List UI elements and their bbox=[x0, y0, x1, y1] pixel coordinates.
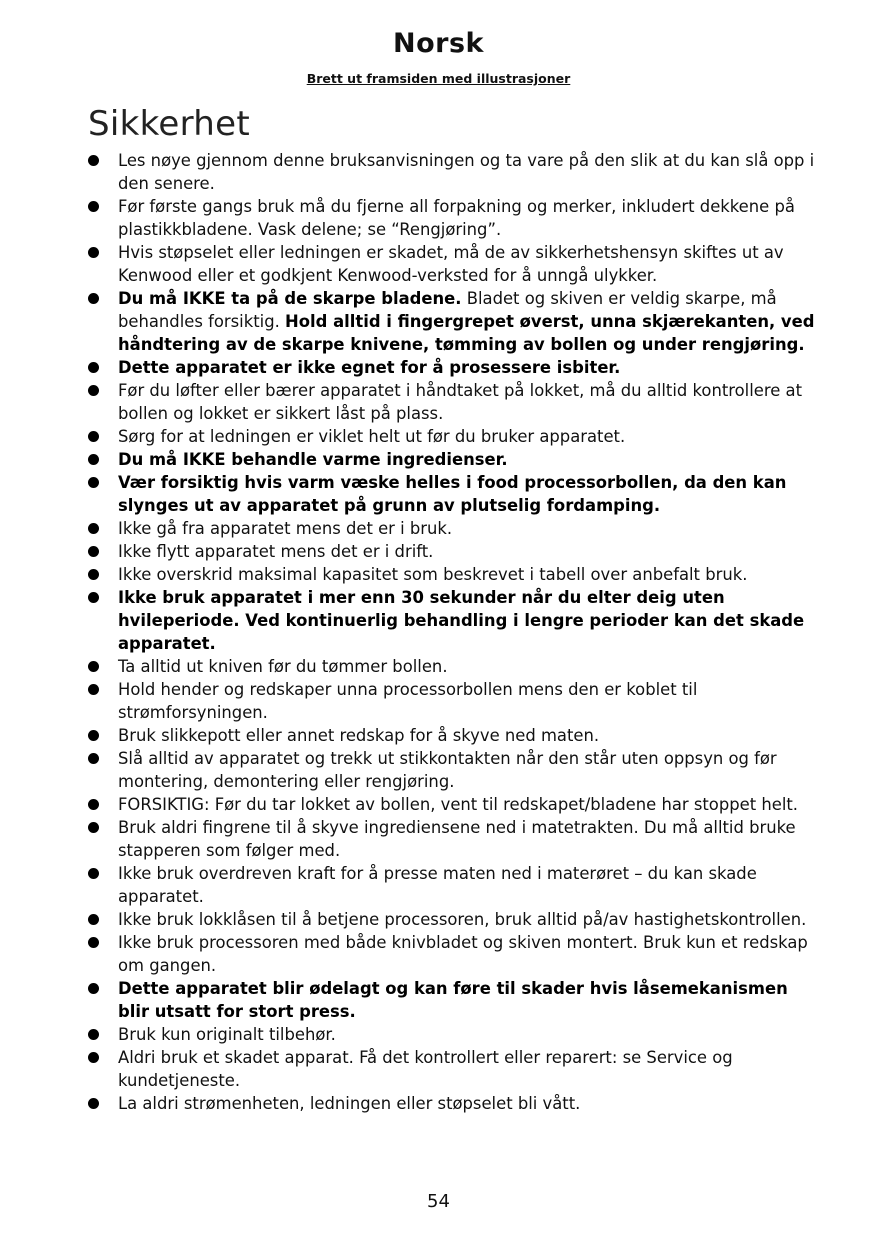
list-item-text bbox=[118, 358, 620, 377]
list-item-text bbox=[118, 795, 798, 814]
list-item-text bbox=[118, 726, 599, 745]
bullet-icon bbox=[88, 431, 99, 442]
page-title: Norsk bbox=[393, 28, 484, 59]
list-item bbox=[88, 655, 823, 678]
list-item bbox=[88, 540, 823, 563]
list-item-text bbox=[118, 427, 625, 446]
bold-text: Dette apparatet er ikke egnet for å prosessere isbiter. bbox=[118, 358, 621, 377]
list-item bbox=[88, 287, 823, 356]
bullet-icon bbox=[88, 293, 99, 304]
list-item bbox=[88, 1046, 823, 1092]
list-item-text bbox=[118, 473, 786, 515]
plain-text: Sørg for at ledningen er viklet helt ut før du bruker apparatet. bbox=[118, 427, 626, 446]
list-item bbox=[88, 195, 823, 241]
list-item bbox=[88, 517, 823, 540]
plain-text: Ikke flytt apparatet mens det er i drift. bbox=[118, 542, 434, 561]
plain-text: Før første gangs bruk må du fjerne all forpakning og merker, inkludert dekkene på plastikkbladene. Vask delene; se “Rengjøring”. bbox=[118, 197, 795, 239]
bold-text: Du må IKKE ta på de skarpe bladene. bbox=[118, 289, 462, 308]
list-item bbox=[88, 862, 823, 908]
bullet-icon bbox=[88, 1029, 99, 1040]
section-heading: Sikkerhet bbox=[88, 104, 250, 144]
list-item-text bbox=[118, 381, 802, 423]
plain-text: Slå alltid av apparatet og trekk ut stikkontakten når den står uten oppsyn og før montering, demontering eller rengjøring. bbox=[118, 749, 777, 791]
bullet-icon bbox=[88, 454, 99, 465]
bullet-icon bbox=[88, 937, 99, 948]
plain-text: Aldri bruk et skadet apparat. Få det kontrollert eller reparert: se Service og kundetjeneste. bbox=[118, 1048, 733, 1090]
list-item bbox=[88, 977, 823, 1023]
bullet-icon bbox=[88, 569, 99, 580]
page-number: 54 bbox=[427, 1191, 450, 1212]
list-item bbox=[88, 1023, 823, 1046]
list-item-text bbox=[118, 450, 508, 469]
bullet-icon bbox=[88, 983, 99, 994]
bold-text: Ikke bruk apparatet i mer enn 30 sekunder når du elter deig uten hvileperiode. Ved kontinuerlig behandling i lengre perioder kan det skade apparatet. bbox=[118, 588, 805, 653]
list-item-text bbox=[118, 933, 808, 975]
list-item bbox=[88, 931, 823, 977]
list-item-text bbox=[118, 542, 433, 561]
list-item bbox=[88, 1092, 823, 1115]
list-item-text bbox=[118, 657, 448, 676]
list-item-text bbox=[118, 818, 796, 860]
plain-text: Bruk aldri fingrene til å skyve ingrediensene ned i matetrakten. Du må alltid bruke stapperen som følger med. bbox=[118, 818, 796, 860]
bullet-icon bbox=[88, 477, 99, 488]
list-item bbox=[88, 816, 823, 862]
plain-text: Hold hender og redskaper unna processorbollen mens den er koblet til strømforsyningen. bbox=[118, 680, 698, 722]
bullet-icon bbox=[88, 730, 99, 741]
list-item bbox=[88, 908, 823, 931]
list-item-text bbox=[118, 749, 777, 791]
bullet-icon bbox=[88, 385, 99, 396]
list-item bbox=[88, 448, 823, 471]
bullet-icon bbox=[88, 684, 99, 695]
list-item bbox=[88, 471, 823, 517]
list-item bbox=[88, 149, 823, 195]
list-item bbox=[88, 793, 823, 816]
page-subtitle: Brett ut framsiden med illustrasjoner bbox=[306, 71, 571, 86]
safety-list bbox=[88, 149, 823, 1115]
list-item bbox=[88, 563, 823, 586]
list-item-text bbox=[118, 151, 814, 193]
bullet-icon bbox=[88, 1098, 99, 1109]
plain-text: FORSIKTIG: Før du tar lokket av bollen, vent til redskapet/bladene har stoppet helt. bbox=[118, 795, 799, 814]
list-item bbox=[88, 747, 823, 793]
plain-text: Ta alltid ut kniven før du tømmer bollen. bbox=[118, 657, 448, 676]
list-item bbox=[88, 425, 823, 448]
bullet-icon bbox=[88, 247, 99, 258]
plain-text: Ikke overskrid maksimal kapasitet som beskrevet i tabell over anbefalt bruk. bbox=[118, 565, 748, 584]
list-item-text bbox=[118, 197, 795, 239]
bullet-icon bbox=[88, 799, 99, 810]
list-item-text bbox=[118, 680, 697, 722]
bullet-icon bbox=[88, 201, 99, 212]
bold-text: Du må IKKE behandle varme ingredienser. bbox=[118, 450, 508, 469]
list-item-text bbox=[118, 979, 788, 1021]
bullet-icon bbox=[88, 753, 99, 764]
plain-text: Les nøye gjennom denne bruksanvisningen og ta vare på den slik at du kan slå opp i den senere. bbox=[118, 151, 815, 193]
list-item-text bbox=[118, 1025, 336, 1044]
bullet-icon bbox=[88, 362, 99, 373]
bullet-icon bbox=[88, 546, 99, 557]
bullet-icon bbox=[88, 868, 99, 879]
bullet-icon bbox=[88, 155, 99, 166]
list-item-text bbox=[118, 910, 806, 929]
bullet-icon bbox=[88, 592, 99, 603]
bold-text: Vær forsiktig hvis varm væske helles i food processorbollen, da den kan slynges ut av apparatet på grunn av plutselig fordamping. bbox=[118, 473, 787, 515]
list-item bbox=[88, 379, 823, 425]
plain-text: Ikke bruk processoren med både knivbladet og skiven montert. Bruk kun et redskap om gangen. bbox=[118, 933, 808, 975]
bullet-icon bbox=[88, 1052, 99, 1063]
list-item-text bbox=[118, 588, 804, 653]
plain-text: Bladet og skiven er veldig skarpe, må behandles forsiktig. bbox=[118, 289, 777, 331]
bullet-icon bbox=[88, 914, 99, 925]
plain-text: Ikke gå fra apparatet mens det er i bruk. bbox=[118, 519, 453, 538]
list-item bbox=[88, 678, 823, 724]
bullet-icon bbox=[88, 523, 99, 534]
list-item-text bbox=[118, 243, 784, 285]
plain-text: Ikke bruk lokklåsen til å betjene processoren, bruk alltid på/av hastighetskontrollen. bbox=[118, 910, 807, 929]
plain-text: Ikke bruk overdreven kraft for å presse maten ned i materøret – du kan skade apparatet. bbox=[118, 864, 757, 906]
list-item-text bbox=[118, 1048, 733, 1090]
bullet-icon bbox=[88, 822, 99, 833]
bullet-icon bbox=[88, 661, 99, 672]
plain-text: La aldri strømenheten, ledningen eller støpselet bli vått. bbox=[118, 1094, 581, 1113]
bold-text: Dette apparatet blir ødelagt og kan føre til skader hvis låsemekanismen blir utsatt for stort press. bbox=[118, 979, 788, 1021]
list-item-text bbox=[118, 519, 452, 538]
list-item-text bbox=[118, 1094, 580, 1113]
list-item bbox=[88, 586, 823, 655]
plain-text: Hvis støpselet eller ledningen er skadet, må de av sikkerhetshensyn skiftes ut av Kenwood eller et godkjent Kenwood-verksted for å unngå ulykker. bbox=[118, 243, 784, 285]
list-item-text bbox=[118, 565, 747, 584]
plain-text: Bruk slikkepott eller annet redskap for å skyve ned maten. bbox=[118, 726, 600, 745]
list-item-text bbox=[118, 289, 814, 354]
plain-text: Bruk kun originalt tilbehør. bbox=[118, 1025, 336, 1044]
list-item bbox=[88, 241, 823, 287]
list-item bbox=[88, 356, 823, 379]
list-item-text bbox=[118, 864, 757, 906]
list-item bbox=[88, 724, 823, 747]
bold-text: Hold alltid i fingergrepet øverst, unna skjærekanten, ved håndtering av de skarpe knivene, tømming av bollen og under rengjøring. bbox=[118, 312, 815, 354]
plain-text: Før du løfter eller bærer apparatet i håndtaket på lokket, må du alltid kontrollere at bollen og lokket er sikkert låst på plass. bbox=[118, 381, 803, 423]
